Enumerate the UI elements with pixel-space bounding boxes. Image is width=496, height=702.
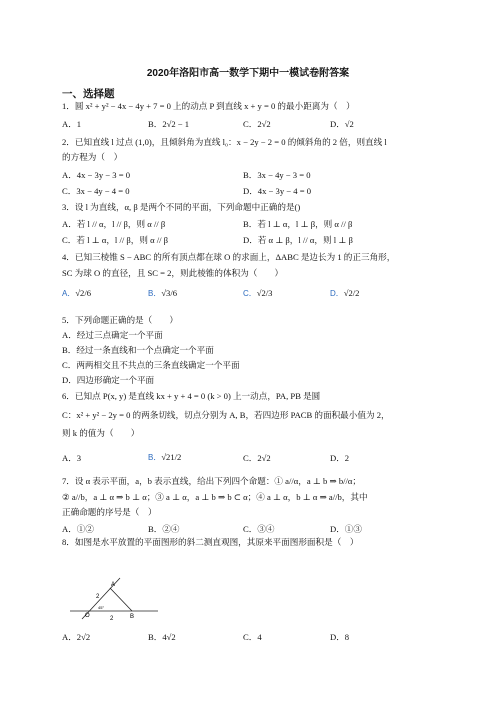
q8-option-a: A．2√2 [62,632,91,642]
q1-option-d: D．√2 [330,119,354,129]
q5-option-c: C．两两相交且不共点的三条直线确定一个平面 [62,360,240,370]
q7-option-d: D．①③ [330,524,362,534]
q4-option-d-value: √2/2 [343,288,360,298]
q2-option-c: C．3x − 4y − 4 = 0 [62,186,130,196]
length-ob-label: 2 [110,616,114,622]
q4-option-d: D．√2/2 [330,288,360,298]
q7-option-b: B．②④ [148,524,180,534]
q3-option-c: C．若 l ⊥ α，l // β，则 α // β [62,235,169,245]
q6-option-a: A．3 [62,453,82,463]
length-oa-label: 2 [96,594,100,600]
page-title: 2020年洛阳市高一数学下期中一模试卷附答案 [146,68,350,79]
q3-option-b: B．若 l ⊥ α，l ⊥ β，则 α // β [243,219,353,229]
q4-option-a: A．√2/6 [62,288,92,298]
q5-option-b: B．经过一条直线和一个点确定一个平面 [62,345,214,355]
q6-option-b: B．√21/2 [148,452,182,462]
q8-option-d: D．8 [330,632,350,642]
q1-option-b: B．2√2 − 1 [148,119,190,129]
q2-option-d: D．4x − 3y − 4 = 0 [243,186,312,196]
question-3-stem: 3．设 l 为直线，α, β 是两个不同的平面，下列命题中正确的是() [62,202,301,212]
q2-option-b: B．3x − 4y − 3 = 0 [243,170,311,180]
q1-option-c: C．2√2 [243,119,271,129]
q4-option-b-value: √3/6 [161,288,178,298]
oblique-drawing-figure [70,576,160,624]
vertex-o-label: O [85,613,90,619]
vertex-b-label: B [130,614,135,620]
angle-label: 45° [98,605,105,610]
question-1-stem: 1．圆 x² + y² − 4x − 4y + 7 = 0 上的动点 P 到直线 x + y = 0 的最小距离为（ ） [62,101,355,111]
question-5-stem: 5．下列命题正确的是（ ） [62,315,179,325]
q6-option-d: D．2 [330,453,350,463]
question-6-stem-line1: 6．已知点 P(x, y) 是直线 kx + y + 4 = 0 (k > 0) 上一动点，PA, PB 是圆 [62,391,321,401]
q5-option-d: D．四边形确定一个平面 [62,375,155,385]
q6-option-c: C．2√2 [243,453,271,463]
question-7-stem-line1: 7．设 α 表示平面，a，b 表示直线，给出下列四个命题：① a//α，a ⊥ b ⇒ b//α； [62,476,362,486]
q1-option-a: A．1 [62,119,82,129]
q6-option-b-value: √21/2 [161,452,182,462]
question-4-stem-line2: SC 为球 O 的直径，且 SC = 2，则此棱锥的体积为（ ） [62,268,284,278]
q3-option-d: D．若 α ⊥ β，l // α，则 l ⊥ β [243,235,353,245]
question-7-stem-line3: 正确命题的序号是（ ） [62,507,157,517]
q5-option-a: A．经过三点确定一个平面 [62,330,163,340]
q8-option-c: C．4 [243,632,262,642]
side-ab-line [110,588,132,611]
q4-option-b: B．√3/6 [148,288,178,298]
q3-option-a: A．若 l // α，l // β，则 α // β [62,219,166,229]
question-2-stem-line2: 的方程为（ ） [62,152,123,162]
question-4-stem-line1: 4．已知三棱锥 S − ABC 的所有顶点都在球 O 的求面上，ΔABC 是边长为 1 的正三角形， [62,252,396,262]
question-7-stem-line2: ② a//b，a ⊥ α ⇒ b ⊥ α；③ a ⊥ α，a ⊥ b ⇒ b ⊂ α；④ a ⊥ α，b ⊥ α ⇒ a//b，其中 [62,492,368,502]
q4-option-c: C．√2/3 [243,288,273,298]
q4-option-a-value: √2/6 [75,288,92,298]
vertex-a-label: A [111,582,116,588]
q7-option-a: A．①② [62,524,94,534]
q8-option-b: B．4√2 [148,632,176,642]
q7-option-c: C．③④ [243,524,275,534]
question-2-stem-line1: 2．已知直线 l 过点 (1,0)，且倾斜角为直线 l₀：x − 2y − 2 = 0 的倾斜角的 2 倍，则直线 l [62,137,387,147]
question-8-stem: 8．如图是水平放置的平面图形的斜二测直观图，其原来平面图形面积是（ ） [62,537,359,547]
question-6-stem-line3: 则 k 的值为（ ） [62,428,140,438]
q4-option-c-value: √2/3 [256,288,273,298]
question-6-stem-line2: C：x² + y² − 2y = 0 的两条切线，切点分别为 A, B，若四边形 PACB 的面积最小值为 2， [62,410,390,420]
q2-option-a: A．4x − 3y − 3 = 0 [62,170,131,180]
section-heading: 一、选择题 [62,88,115,100]
